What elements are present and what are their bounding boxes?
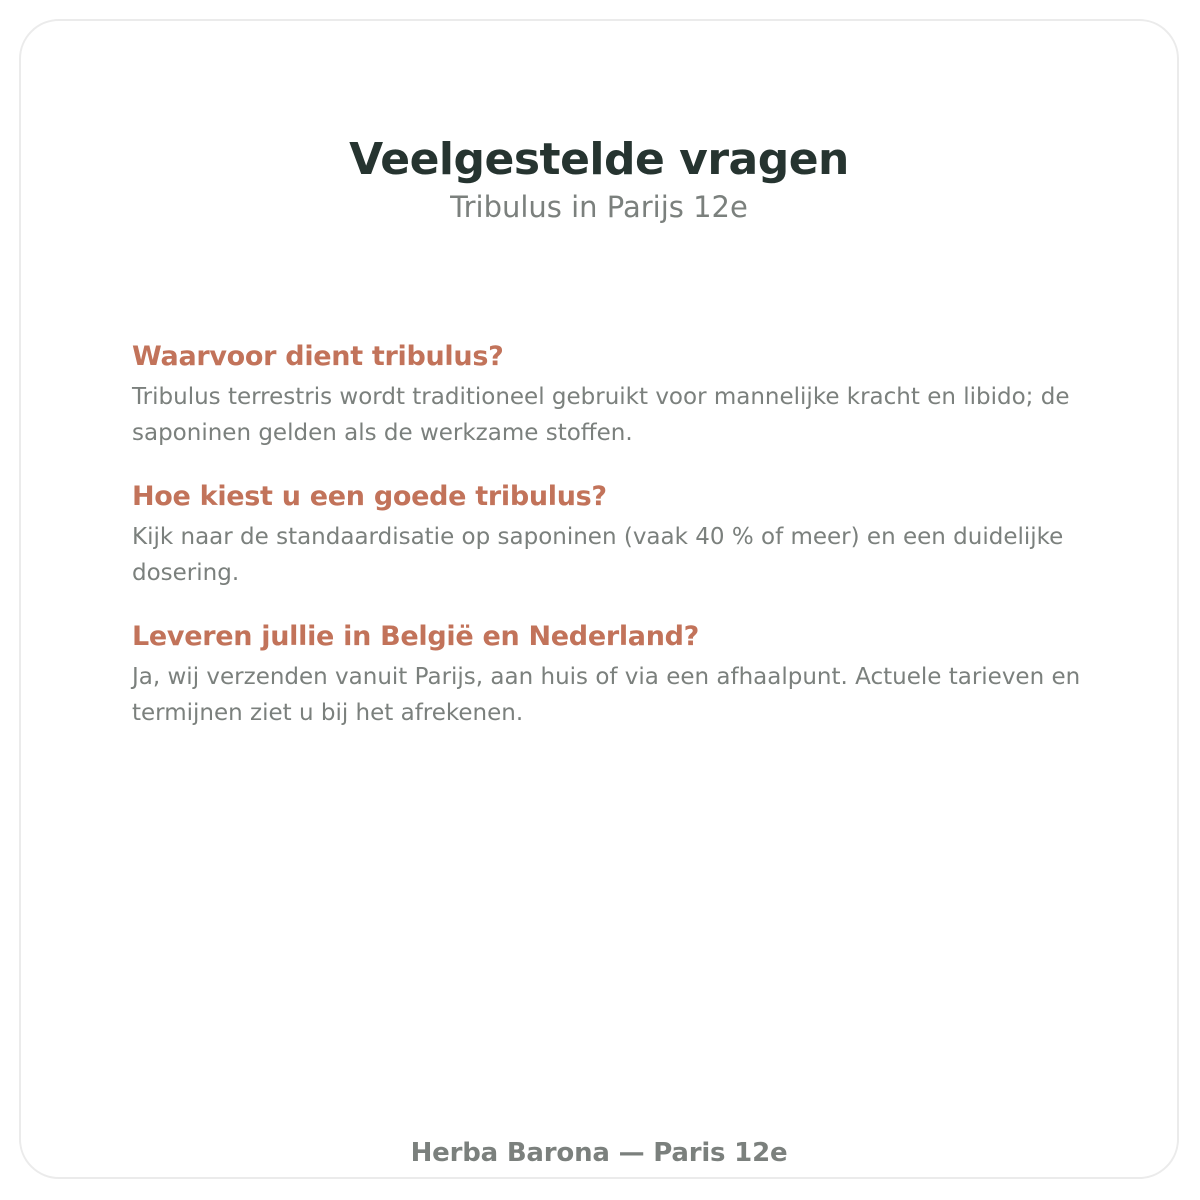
faq-question: Hoe kiest u een goede tribulus? (132, 481, 607, 512)
page-subtitle: Tribulus in Parijs 12e (450, 190, 748, 224)
faq-item-delivery (132, 617, 1132, 731)
faq-item-purpose (132, 337, 1132, 451)
faq-card (19, 19, 1179, 1179)
footer-brand: Herba Barona — Paris 12e (410, 1138, 788, 1168)
page-title: Veelgestelde vragen (349, 134, 849, 186)
faq-answer: Ja, wij verzenden vanuit Parijs, aan huis of via een afhaalpunt. Actuele tarieven en termijnen ziet u bij het afrekenen. (132, 664, 1081, 726)
faq-item-choosing (132, 477, 1132, 591)
faq-question: Waarvoor dient tribulus? (132, 341, 504, 372)
faq-list (132, 337, 1132, 757)
faq-question: Leveren jullie in België en Nederland? (132, 621, 700, 652)
faq-answer: Kijk naar de standaardisatie op saponinen (vaak 40 % of meer) en een duidelijke dosering. (132, 524, 1064, 586)
faq-answer: Tribulus terrestris wordt traditioneel gebruikt voor mannelijke kracht en libido; de saponinen gelden als de werkzame stoffen. (132, 384, 1070, 446)
